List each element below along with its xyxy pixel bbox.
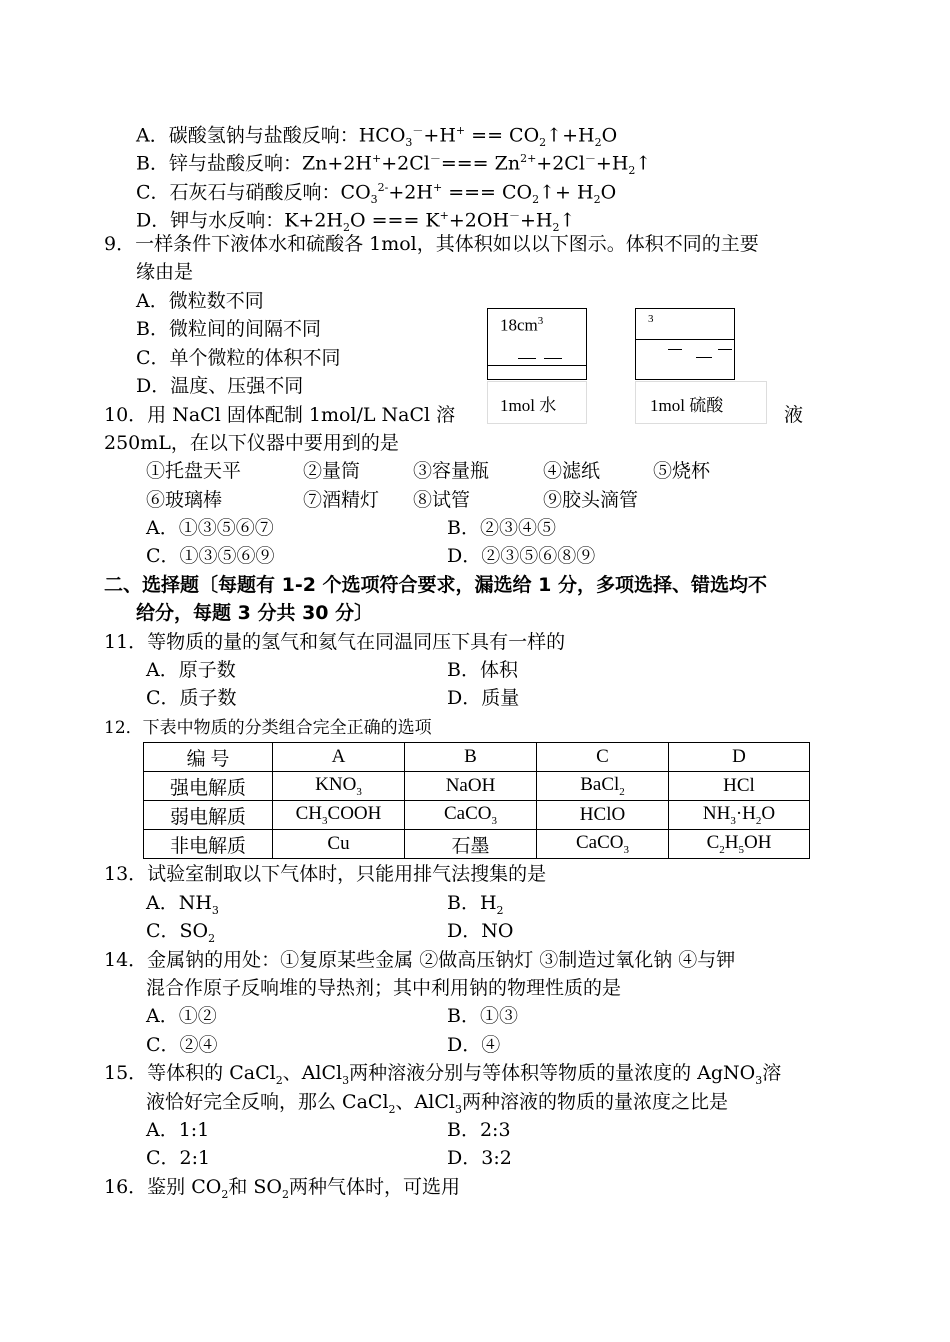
q9-stem-line1: 9．一样条件下液体水和硫酸各 1mol，其体积如以以下图示。体积不同的主要 bbox=[104, 233, 759, 255]
q10-stem-line1-end: 液 bbox=[784, 404, 804, 426]
q13-option-a: A．$NH_3$ bbox=[146, 892, 219, 917]
water-beaker-caption: 1mol 水 bbox=[500, 396, 557, 415]
q8-option-b: B．锌与盐酸反响：$Zn+2H^++2Cl^-=== Zn^{2+}+2Cl^-+H_2↑$ bbox=[136, 152, 652, 178]
table-row bbox=[144, 772, 810, 801]
table-cell: $CH_3COOH$ bbox=[273, 801, 405, 830]
q11-option-d: D．质量 bbox=[447, 687, 520, 709]
water-surface-dash bbox=[544, 358, 562, 359]
table-cell: 石墨 bbox=[405, 830, 537, 859]
q10-item-5: ⑤烧杯 bbox=[653, 460, 711, 482]
q14-stem-line2: 混合作原子反响堆的导热剂；其中利用钠的物理性质的是 bbox=[146, 977, 622, 999]
row-label: 强电解质 bbox=[144, 772, 273, 801]
q15-option-d: D．3:2 bbox=[447, 1147, 512, 1169]
table-header-cell: 编 号 bbox=[144, 743, 273, 772]
q15-option-a: A．1:1 bbox=[146, 1119, 210, 1141]
q10-item-6: ⑥玻璃棒 bbox=[146, 489, 223, 511]
q8-option-c: C．石灰石与硝酸反响：$CO_3^{2-}+2H^+$ === $CO_2↑+ H_2O$ bbox=[136, 181, 617, 207]
q13-option-d: D．NO bbox=[447, 920, 514, 942]
water-level-line bbox=[488, 365, 586, 366]
q10-option-d: D．②③⑤⑥⑧⑨ bbox=[447, 545, 596, 567]
table-cell: NaOH bbox=[405, 772, 537, 801]
q15-option-c: C．2:1 bbox=[146, 1147, 211, 1169]
q13-option-c: C．$SO_2$ bbox=[146, 920, 216, 945]
table-cell: $NH_3\cdot H_2O$ bbox=[669, 801, 810, 830]
q11-stem: 11．等物质的量的氢气和氦气在同温同压下具有一样的 bbox=[104, 631, 566, 653]
acid-level-line bbox=[636, 339, 734, 340]
q8-option-a: A．碳酸氢钠与盐酸反响：$HCO_3^-+H^+$ == $CO_2↑+H_2O$ bbox=[136, 124, 618, 150]
q15-stem-line1: 15．等体积的 CaCl$_2$、AlCl$_3$两种溶液分别与等体积等物质的量浓度的 AgNO$_3$溶 bbox=[104, 1062, 782, 1087]
q11-option-c: C．质子数 bbox=[146, 687, 237, 709]
q11-option-a: A．原子数 bbox=[146, 659, 236, 681]
q14-option-a: A．①② bbox=[146, 1005, 217, 1027]
q8-option-d: D．钾与水反响：$K+2H_2O$ === $K^++2OH^-+H_2↑$ bbox=[136, 209, 576, 235]
acid-beaker-figure bbox=[635, 308, 735, 380]
acid-surface-dash bbox=[696, 357, 712, 358]
q10-item-8: ⑧试管 bbox=[413, 489, 471, 511]
q10-item-7: ⑦酒精灯 bbox=[303, 489, 380, 511]
q10-item-4: ④滤纸 bbox=[543, 460, 601, 482]
q9-stem-line2: 缘由是 bbox=[136, 261, 194, 283]
acid-volume-label: 3 bbox=[648, 313, 654, 325]
section2-heading-line1: 二、选择题〔每题有 1-2 个选项符合要求，漏选给 1 分，多项选择、错选均不 bbox=[104, 574, 768, 596]
table-header-cell: A bbox=[273, 743, 405, 772]
table-header-cell: B bbox=[405, 743, 537, 772]
q10-option-c: C．①③⑤⑥⑨ bbox=[146, 545, 275, 567]
table-cell: $KNO_3$ bbox=[273, 772, 405, 801]
water-volume-label: $18cm^3$ bbox=[500, 315, 544, 335]
q10-option-b: B．②③④⑤ bbox=[447, 517, 556, 539]
row-label: 弱电解质 bbox=[144, 801, 273, 830]
table-header-row bbox=[144, 743, 810, 772]
q10-item-9: ⑨胶头滴管 bbox=[543, 489, 639, 511]
q14-option-d: D．④ bbox=[447, 1034, 501, 1056]
table-cell: Cu bbox=[273, 830, 405, 859]
q9-option-b: B．微粒间的间隔不同 bbox=[136, 318, 321, 340]
water-surface-dash bbox=[518, 358, 536, 359]
q14-option-b: B．①③ bbox=[447, 1005, 518, 1027]
q14-option-c: C．②④ bbox=[146, 1034, 218, 1056]
table-row bbox=[144, 830, 810, 859]
table-cell: CaCO$_3$ bbox=[405, 801, 537, 830]
row-label: 非电解质 bbox=[144, 830, 273, 859]
q9-option-a: A．微粒数不同 bbox=[136, 290, 264, 312]
q13-stem: 13．试验室制取以下气体时，只能用排气法搜集的是 bbox=[104, 863, 547, 885]
q15-option-b: B．2:3 bbox=[447, 1119, 511, 1141]
table-row bbox=[144, 801, 810, 830]
table-header-cell: C bbox=[537, 743, 669, 772]
q10-option-a: A．①③⑤⑥⑦ bbox=[146, 517, 274, 539]
table-cell: BaCl$_2$ bbox=[537, 772, 669, 801]
q9-option-c: C．单个微粒的体积不同 bbox=[136, 347, 341, 369]
q12-stem: 12．下表中物质的分类组合完全正确的选项 bbox=[104, 718, 432, 738]
q11-option-b: B．体积 bbox=[447, 659, 518, 681]
table-cell: HClO bbox=[537, 801, 669, 830]
q10-item-2: ②量筒 bbox=[303, 460, 361, 482]
acid-beaker-caption: 1mol 硫酸 bbox=[650, 396, 724, 415]
table-cell: $C_2H_5OH$ bbox=[669, 830, 810, 859]
q10-item-3: ③容量瓶 bbox=[413, 460, 490, 482]
q9-option-d: D．温度、压强不同 bbox=[136, 375, 304, 397]
q14-stem-line1: 14．金属钠的用处：①复原某些金属 ②做高压钠灯 ③制造过氧化钠 ④与钾 bbox=[104, 949, 736, 971]
table-cell: HCl bbox=[669, 772, 810, 801]
table-cell: CaCO$_3$ bbox=[537, 830, 669, 859]
acid-surface-dash bbox=[668, 349, 682, 350]
water-beaker-figure bbox=[487, 308, 587, 380]
water-caption-box bbox=[487, 381, 587, 424]
q10-stem-line1: 10．用 NaCl 固体配制 1mol/L NaCl 溶 bbox=[104, 404, 456, 426]
section2-heading-line2: 给分，每题 3 分共 30 分〕 bbox=[136, 602, 374, 624]
q10-stem-line2: 250mL，在以下仪器中要用到的是 bbox=[104, 432, 399, 454]
table-header-cell: D bbox=[669, 743, 810, 772]
q10-item-1: ①托盘天平 bbox=[146, 460, 242, 482]
q16-stem: 16．鉴别 $CO_2$和 $SO_2$两种气体时，可选用 bbox=[104, 1176, 460, 1201]
acid-surface-dash bbox=[718, 349, 732, 350]
q13-option-b: B．$H_2$ bbox=[447, 892, 504, 917]
classification-table bbox=[143, 742, 810, 859]
q15-stem-line2: 液恰好完全反响，那么 CaCl$_2$、AlCl$_3$两种溶液的物质的量浓度之比是 bbox=[146, 1091, 728, 1116]
